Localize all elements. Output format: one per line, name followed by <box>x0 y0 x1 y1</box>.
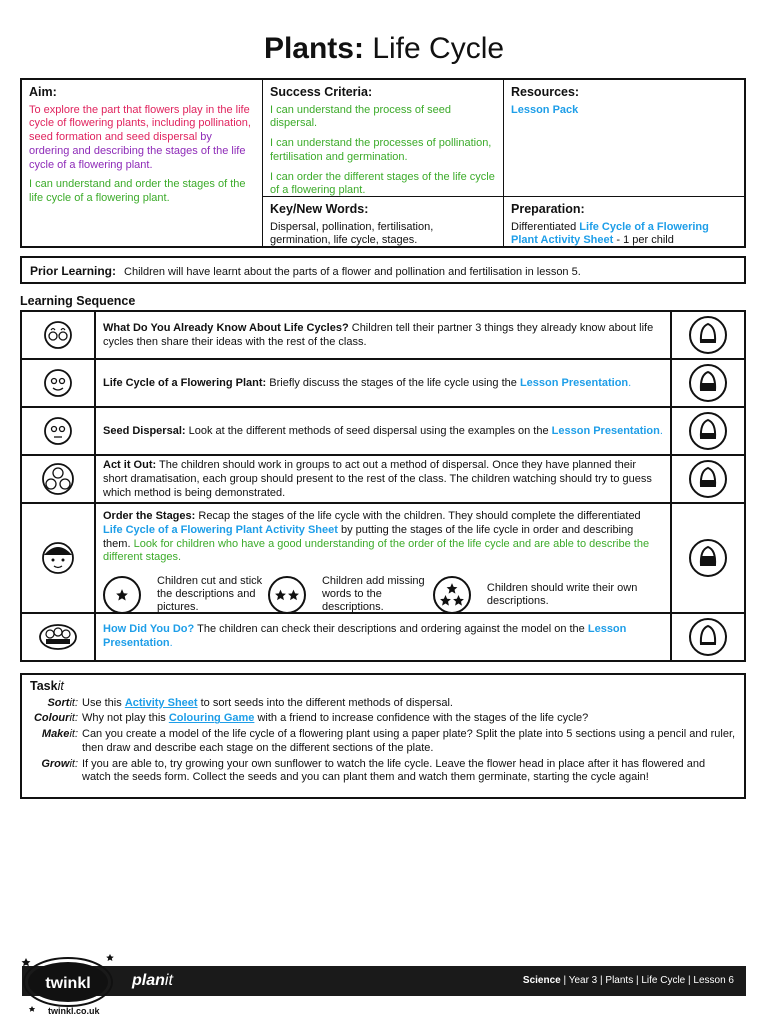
egg-timer-icon <box>688 538 728 578</box>
egg-timer-icon <box>688 411 728 451</box>
keywords-heading: Key/New Words: <box>270 202 369 216</box>
step-title: How Did You Do? <box>103 623 195 636</box>
task-grow: Growit: If you are able to, try growing your own sunflower to watch the life cycle. Leave the flower head in place after it has flowered and watch the seeds form. Collect the seeds and you can plant them and watch them germinate, starting the cycle again! <box>41 757 706 784</box>
sequence-row: Seed Dispersal: Look at the different methods of seed dispersal using the examples on the Lesson Presentation. <box>22 408 744 456</box>
lesson-presentation-link[interactable]: Lesson Presentation <box>103 623 627 649</box>
success-item: I can understand the processes of pollination, fertilisation and germination. <box>270 137 492 163</box>
colouring-game-link[interactable]: Colouring Game <box>168 712 255 725</box>
task-make: Makeit: Can you create a model of the life cycle of a flowering plant using a paper plate? Split the plate into 5 sections using a pencil and ruler, then draw and describe each stage on the different sections of the plate. <box>41 728 736 754</box>
lesson-pack-link[interactable]: Lesson Pack <box>511 103 579 116</box>
step-title: Order the Stages: <box>103 510 196 522</box>
preparation-cell: Preparation: Differentiated Life Cycle of a Flowering Plant Activity Sheet - 1 per child <box>504 197 744 253</box>
children-faces-icon <box>43 320 73 350</box>
aim-objective: I can understand and order the stages of the life cycle of a flowering plant. <box>29 178 246 205</box>
step-title: Act it Out: <box>103 459 157 472</box>
step-text: The children should work in groups to act out a method of dispersal. Once they have planned their short dramatisation, each group should present to the rest of the class. The children watching should try to guess which method is being demonstrated. <box>103 459 652 499</box>
two-stars-icon <box>268 576 306 614</box>
lesson-overview-grid <box>20 78 746 248</box>
aim-cell <box>22 80 262 211</box>
group-children-icon <box>41 462 75 496</box>
footer-bar <box>22 966 746 996</box>
one-star-icon <box>103 576 141 614</box>
step-title: Life Cycle of a Flowering Plant: <box>103 377 267 390</box>
diff-text-middle: Children add missing words to the descriptions. <box>321 575 425 614</box>
whole-class-icon <box>38 622 78 652</box>
lesson-presentation-link[interactable]: Lesson Presentation <box>551 425 660 438</box>
success-criteria-cell <box>263 80 503 203</box>
prior-learning-text: Children will have learnt about the parts of a flower and pollination and fertilisation in lesson 5. <box>124 266 581 278</box>
step-text: Children tell their partner 3 things they already know about life cycles then share their ideas with the rest of the class. <box>103 322 654 348</box>
keywords-cell <box>263 197 503 253</box>
lesson-presentation-link[interactable]: Lesson Presentation <box>519 377 629 390</box>
learning-sequence-table <box>20 310 746 662</box>
success-heading: Success Criteria: <box>270 85 373 99</box>
egg-timer-icon <box>688 315 728 355</box>
sequence-row <box>22 456 744 504</box>
task-it-title: Taskit <box>30 679 64 693</box>
resources-heading: Resources: <box>511 85 580 99</box>
aim-text-purple: by ordering and describing the stages of the life cycle of a flowering plant. <box>29 131 246 171</box>
success-item: I can understand the process of seed dispersal. <box>270 103 452 130</box>
egg-timer-icon <box>688 363 728 403</box>
task-it-box <box>20 673 746 799</box>
page-title: Plants: Life Cycle <box>263 32 505 65</box>
assessment-note: Look for children who have a good understanding of the order of the life cycle and are able to describe the different stages. <box>103 537 650 564</box>
activity-sheet-link[interactable]: Activity Sheet <box>124 696 198 709</box>
sequence-row: Order the Stages: Recap the stages of the life cycle with the children. They should complete the differentiated Life Cycle of a Flowering Plant Activity Sheet by putting the stages of the life cycle in order and describing them. Look for children who have a good understanding of the order of the life cycle and are able to describe the different stages. Children cut and stick the descriptions and pictures. Children add missing words to the descriptions. Children should write their own descriptions. <box>22 504 744 614</box>
aim-text: To explore the part that flowers play in the life cycle of flowering plants, including pollination, seed formation and seed dispersal <box>29 103 251 144</box>
sequence-row: How Did You Do? The children can check their descriptions and ordering against the model on the Lesson Presentation. <box>22 614 744 660</box>
child-face-icon <box>43 416 73 446</box>
preparation-heading: Preparation: <box>511 202 585 216</box>
twinkl-url[interactable]: twinkl.co.uk <box>48 1006 100 1016</box>
three-stars-icon <box>433 576 471 614</box>
resources-cell <box>504 80 744 122</box>
diff-text-lower: Children cut and stick the descriptions and pictures. <box>157 575 263 614</box>
prior-learning <box>20 256 746 284</box>
success-item: I can order the different stages of the life cycle of a flowering plant. <box>270 170 495 197</box>
egg-timer-icon <box>688 459 728 499</box>
diff-text-higher: Children should write their own descriptions. <box>486 581 638 607</box>
step-title: What Do You Already Know About Life Cycles? <box>103 322 349 335</box>
task-sort: Sortit: Use this Activity Sheet to sort seeds into the different methods of dispersal. <box>47 696 453 709</box>
differentiation-row <box>103 575 663 615</box>
egg-timer-icon <box>688 617 728 657</box>
footer-breadcrumb: Science | Year 3 | Plants | Life Cycle | Lesson 6 <box>522 975 734 986</box>
child-face-icon <box>41 541 75 575</box>
planit-logo: planit <box>132 972 173 989</box>
sequence-row: Life Cycle of a Flowering Plant: Briefly discuss the stages of the life cycle using the Lesson Presentation. <box>22 360 744 408</box>
task-colour: Colourit: Why not play this Colouring Game with a friend to increase confidence with the stages of the life cycle? <box>33 712 589 725</box>
learning-sequence-title: Learning Sequence <box>20 294 136 308</box>
prior-learning-label: Prior Learning: <box>30 264 117 278</box>
aim-heading: Aim: <box>29 85 57 99</box>
activity-sheet-link[interactable]: Life Cycle of a Flowering Plant Activity Sheet <box>511 220 709 247</box>
step-title: Seed Dispersal: <box>103 425 186 438</box>
activity-sheet-link[interactable]: Life Cycle of a Flowering Plant Activity Sheet <box>103 523 338 536</box>
keywords-text: Dispersal, pollination, fertilisation, germination, life cycle, stages. <box>270 220 434 247</box>
child-face-icon <box>43 368 73 398</box>
sequence-row <box>22 312 744 360</box>
svg-text:twinkl: twinkl <box>45 975 91 992</box>
